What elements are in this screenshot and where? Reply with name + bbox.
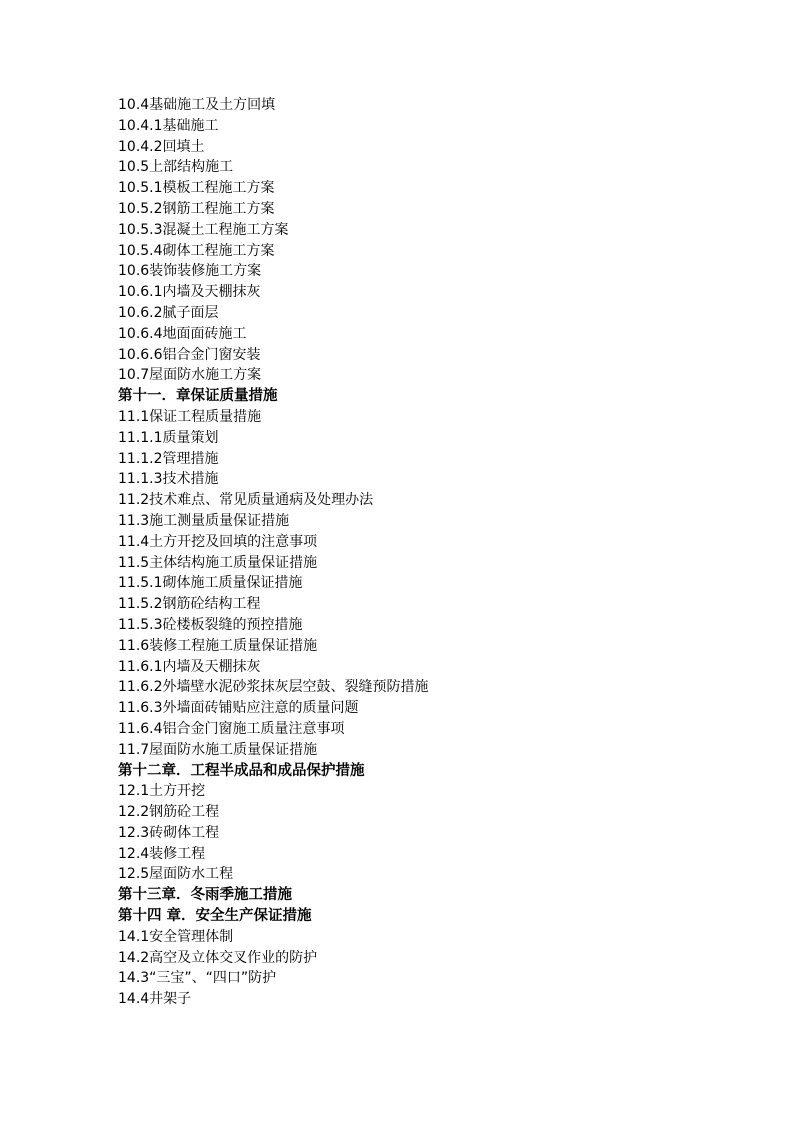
toc-line: 10.4.1基础施工 — [118, 117, 219, 134]
toc-line: 12.1土方开挖 — [118, 783, 206, 800]
toc-line: 11.7屋面防水施工质量保证措施 — [118, 741, 318, 758]
toc-line: 11.3施工测量质量保证措施 — [118, 512, 290, 529]
toc-line: 14.4井架子 — [118, 991, 192, 1008]
toc-line: 12.5屋面防水工程 — [118, 866, 234, 883]
toc-line: 14.3“三宝”、“四口”防护 — [118, 970, 277, 987]
toc-line: 11.5.2钢筋砼结构工程 — [118, 596, 261, 613]
toc-line: 10.7屋面防水施工方案 — [118, 367, 262, 384]
toc-line: 12.2钢筋砼工程 — [118, 804, 220, 821]
table-of-contents — [118, 95, 678, 1010]
toc-line: 11.6装修工程施工质量保证措施 — [118, 637, 318, 654]
toc-line: 10.6.4地面面砖施工 — [118, 325, 247, 342]
toc-line: 11.6.4铝合金门窗施工质量注意事项 — [118, 720, 345, 737]
toc-line: 11.6.2外墙壁水泥砂浆抹灰层空鼓、裂缝预防措施 — [118, 679, 429, 696]
toc-line: 14.1安全管理体制 — [118, 928, 234, 945]
toc-line: 11.1.3技术措施 — [118, 471, 219, 488]
toc-line: 12.4装修工程 — [118, 845, 206, 862]
chapter-heading: 第十三章．冬雨季施工措施 — [118, 887, 292, 904]
toc-line: 11.1保证工程质量措施 — [118, 408, 262, 425]
toc-line: 11.5.1砌体施工质量保证措施 — [118, 575, 303, 592]
chapter-heading: 第十一．章保证质量措施 — [118, 388, 278, 405]
toc-line: 11.1.2管理措施 — [118, 450, 219, 467]
toc-line: 11.2技术难点、常见质量通病及处理办法 — [118, 492, 374, 509]
toc-line: 10.6.6铝合金门窗安装 — [118, 346, 261, 363]
toc-line: 10.4基础施工及土方回填 — [118, 97, 276, 113]
toc-line: 10.6.1内墙及天棚抹灰 — [118, 284, 261, 301]
toc-line: 10.5.2钢筋工程施工方案 — [118, 200, 275, 217]
toc-line: 10.5.3混凝土工程施工方案 — [118, 221, 289, 238]
toc-line: 14.2高空及立体交叉作业的防护 — [118, 949, 318, 966]
toc-line: 10.6.2腻子面层 — [118, 304, 219, 321]
toc-line: 11.5.3砼楼板裂缝的预控措施 — [118, 616, 303, 633]
chapter-heading: 第十四 章．安全生产保证措施 — [118, 908, 312, 925]
toc-line: 11.1.1质量策划 — [118, 429, 219, 446]
chapter-heading: 第十二章．工程半成品和成品保护措施 — [118, 762, 365, 779]
toc-line: 10.5上部结构施工 — [118, 159, 234, 176]
toc-line: 10.6装饰装修施工方案 — [118, 263, 262, 280]
toc-line: 10.5.1模板工程施工方案 — [118, 180, 275, 197]
toc-line: 10.5.4砌体工程施工方案 — [118, 242, 275, 259]
toc-line: 11.4土方开挖及回填的注意事项 — [118, 533, 318, 550]
toc-line: 11.6.1内墙及天棚抹灰 — [118, 658, 261, 675]
toc-line: 12.3砖砌体工程 — [118, 824, 220, 841]
toc-line: 10.4.2回填土 — [118, 138, 205, 155]
toc-line: 11.6.3外墙面砖铺贴应注意的质量问题 — [118, 700, 359, 717]
toc-line: 11.5主体结构施工质量保证措施 — [118, 554, 318, 571]
